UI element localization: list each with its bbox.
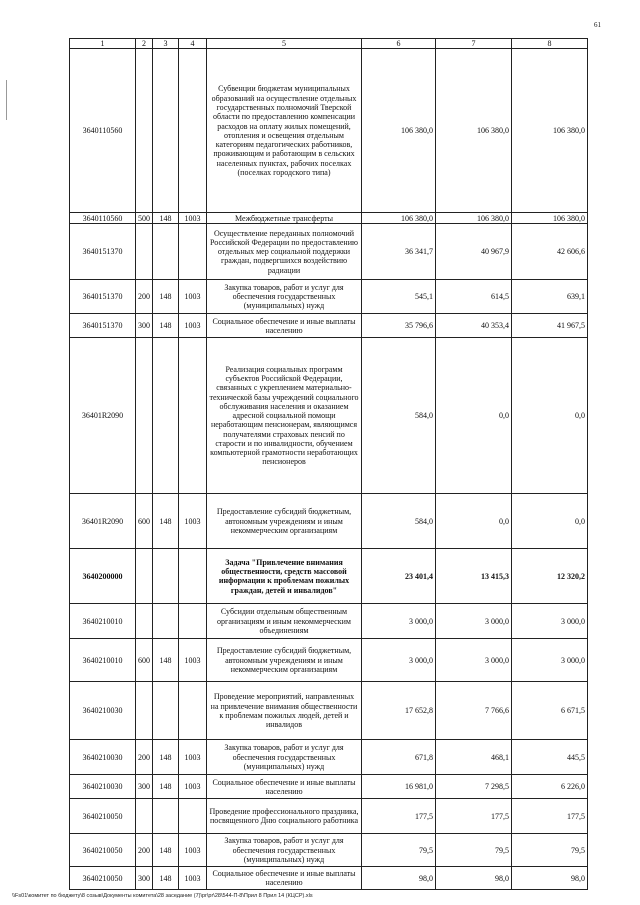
- row-code: 3640151370: [70, 280, 136, 314]
- budget-table: [69, 38, 588, 890]
- row-col3: [153, 604, 179, 639]
- row-name: Субвенции бюджетам муниципальных образований на осуществление отдельных государственных полномочий Тверской области по предоставлению компенсации расходов на оплату жилых помещений, отопления и освещения отдельным категориям педагогических работников, проживающим и работающим в сельских населенных пунктах, рабочих поселках (поселках городского типа): [207, 49, 362, 213]
- row-value-7: 614,5: [436, 280, 512, 314]
- row-col4: 1003: [179, 280, 207, 314]
- row-value-7: 3 000,0: [436, 604, 512, 639]
- table-row: [70, 224, 588, 280]
- row-name: Реализация социальных программ субъектов Российской Федерации, связанных с укреплением материально-технической базы учреждений социального обслуживания населения и оказанием адресной социальной помощи неработающим пенсионерам, являющимся получателями страховых пенсий по старости и по инвалидности, обучением компьютерной грамотности неработающих пенсионеров: [207, 338, 362, 494]
- row-code: 3640210030: [70, 740, 136, 775]
- row-value-7: 40 353,4: [436, 314, 512, 338]
- row-value-7: 13 415,3: [436, 549, 512, 604]
- row-name: Закупка товаров, работ и услуг для обеспечения государственных (муниципальных) нужд: [207, 740, 362, 775]
- row-col4: [179, 799, 207, 834]
- row-value-8: 177,5: [512, 799, 588, 834]
- row-value-6: 17 652,8: [362, 682, 436, 740]
- row-col2: [136, 604, 153, 639]
- row-value-8: 445,5: [512, 740, 588, 775]
- row-code: 3640210050: [70, 834, 136, 867]
- row-name: Межбюджетные трансферты: [207, 213, 362, 224]
- row-col2: 500: [136, 213, 153, 224]
- row-value-6: 584,0: [362, 338, 436, 494]
- table-row: [70, 682, 588, 740]
- row-col4: [179, 338, 207, 494]
- page-number: 61: [594, 21, 601, 29]
- col-header-1: 1: [70, 39, 136, 49]
- row-code: 3640210050: [70, 867, 136, 890]
- table-row: [70, 834, 588, 867]
- row-value-7: 468,1: [436, 740, 512, 775]
- table-row: [70, 604, 588, 639]
- row-name: Предоставление субсидий бюджетным, автономным учреждениям и иным некоммерческим организациям: [207, 639, 362, 682]
- row-name: Проведение профессионального праздника, посвященного Дню социального работника: [207, 799, 362, 834]
- row-col3: [153, 338, 179, 494]
- row-code: 3640210030: [70, 775, 136, 799]
- row-value-8: 79,5: [512, 834, 588, 867]
- row-value-8: 106 380,0: [512, 213, 588, 224]
- row-col3: [153, 224, 179, 280]
- row-col4: 1003: [179, 494, 207, 549]
- row-col3: 148: [153, 834, 179, 867]
- col-header-3: 3: [153, 39, 179, 49]
- row-col2: 600: [136, 494, 153, 549]
- row-value-8: 639,1: [512, 280, 588, 314]
- row-value-6: 584,0: [362, 494, 436, 549]
- row-col2: [136, 338, 153, 494]
- table-row-task: [70, 549, 588, 604]
- row-col3: 148: [153, 314, 179, 338]
- row-col4: 1003: [179, 834, 207, 867]
- row-name: Закупка товаров, работ и услуг для обеспечения государственных (муниципальных) нужд: [207, 280, 362, 314]
- table-row: [70, 639, 588, 682]
- row-code: 3640210050: [70, 799, 136, 834]
- row-code: 3640210030: [70, 682, 136, 740]
- row-col3: [153, 799, 179, 834]
- row-value-7: 98,0: [436, 867, 512, 890]
- row-value-8: 42 606,6: [512, 224, 588, 280]
- row-value-6: 545,1: [362, 280, 436, 314]
- row-col2: [136, 49, 153, 213]
- row-col2: 600: [136, 639, 153, 682]
- row-col3: 148: [153, 740, 179, 775]
- col-header-6: 6: [362, 39, 436, 49]
- row-name: Социальное обеспечение и иные выплаты населению: [207, 867, 362, 890]
- row-col4: 1003: [179, 213, 207, 224]
- col-header-8: 8: [512, 39, 588, 49]
- row-col4: 1003: [179, 740, 207, 775]
- margin-mark: [6, 80, 7, 120]
- row-name: Закупка товаров, работ и услуг для обеспечения государственных (муниципальных) нужд: [207, 834, 362, 867]
- row-value-7: 106 380,0: [436, 49, 512, 213]
- row-value-7: 40 967,9: [436, 224, 512, 280]
- row-value-6: 36 341,7: [362, 224, 436, 280]
- row-name: Социальное обеспечение и иные выплаты населению: [207, 775, 362, 799]
- row-name: Предоставление субсидий бюджетным, автономным учреждениям и иным некоммерческим организациям: [207, 494, 362, 549]
- row-code: 3640200000: [70, 549, 136, 604]
- row-value-6: 106 380,0: [362, 49, 436, 213]
- row-value-6: 79,5: [362, 834, 436, 867]
- row-name: Проведение мероприятий, направленных на привлечение внимания общественности к проблемам пожилых людей, детей и инвалидов: [207, 682, 362, 740]
- table-row: [70, 338, 588, 494]
- row-code: 3640110560: [70, 49, 136, 213]
- row-code: 3640151370: [70, 314, 136, 338]
- row-col2: 200: [136, 834, 153, 867]
- row-col3: [153, 49, 179, 213]
- row-code: 36401R2090: [70, 338, 136, 494]
- row-value-8: 12 320,2: [512, 549, 588, 604]
- row-code: 3640110560: [70, 213, 136, 224]
- table-row: [70, 799, 588, 834]
- col-header-5: 5: [207, 39, 362, 49]
- row-col4: 1003: [179, 314, 207, 338]
- row-name: Социальное обеспечение и иные выплаты населению: [207, 314, 362, 338]
- row-col2: 200: [136, 740, 153, 775]
- row-value-8: 0,0: [512, 494, 588, 549]
- row-value-6: 3 000,0: [362, 639, 436, 682]
- table-row: [70, 49, 588, 213]
- row-col3: [153, 682, 179, 740]
- row-col3: 148: [153, 867, 179, 890]
- row-col2: 200: [136, 280, 153, 314]
- row-code: 3640210010: [70, 639, 136, 682]
- row-value-8: 6 226,0: [512, 775, 588, 799]
- row-col3: 148: [153, 775, 179, 799]
- row-col4: 1003: [179, 639, 207, 682]
- row-col2: [136, 549, 153, 604]
- col-header-4: 4: [179, 39, 207, 49]
- row-col3: [153, 549, 179, 604]
- row-value-6: 177,5: [362, 799, 436, 834]
- row-col2: 300: [136, 775, 153, 799]
- table-row: [70, 494, 588, 549]
- row-value-7: 3 000,0: [436, 639, 512, 682]
- row-value-8: 0,0: [512, 338, 588, 494]
- row-value-6: 3 000,0: [362, 604, 436, 639]
- table-row: [70, 213, 588, 224]
- row-value-7: 7 766,6: [436, 682, 512, 740]
- row-code: 3640210010: [70, 604, 136, 639]
- row-col4: [179, 549, 207, 604]
- row-name: Осуществление переданных полномочий Российской Федерации по предоставлению отдельных мер социальной поддержки граждан, подвергшихся воздействию радиации: [207, 224, 362, 280]
- row-code: 3640151370: [70, 224, 136, 280]
- col-header-7: 7: [436, 39, 512, 49]
- row-value-6: 16 981,0: [362, 775, 436, 799]
- row-value-8: 3 000,0: [512, 604, 588, 639]
- row-col2: [136, 799, 153, 834]
- row-name: Задача "Привлечение внимания общественности, средств массовой информации к проблемам пожилых граждан, детей и инвалидов": [207, 549, 362, 604]
- row-name: Субсидии отдельным общественным организациям и иным некоммерческим объединениям: [207, 604, 362, 639]
- row-value-7: 0,0: [436, 494, 512, 549]
- row-col2: 300: [136, 867, 153, 890]
- row-col4: [179, 224, 207, 280]
- row-value-8: 106 380,0: [512, 49, 588, 213]
- row-value-7: 79,5: [436, 834, 512, 867]
- row-value-8: 3 000,0: [512, 639, 588, 682]
- row-value-6: 23 401,4: [362, 549, 436, 604]
- row-value-7: 7 298,5: [436, 775, 512, 799]
- row-col3: 148: [153, 639, 179, 682]
- row-col4: [179, 604, 207, 639]
- row-col3: 148: [153, 280, 179, 314]
- header-row: [70, 39, 588, 49]
- table-row: [70, 740, 588, 775]
- row-value-8: 6 671,5: [512, 682, 588, 740]
- row-value-6: 106 380,0: [362, 213, 436, 224]
- row-col4: [179, 49, 207, 213]
- row-col2: [136, 682, 153, 740]
- table-row: [70, 280, 588, 314]
- row-code: 36401R2090: [70, 494, 136, 549]
- table-row: [70, 775, 588, 799]
- table-row: [70, 867, 588, 890]
- row-value-8: 41 967,5: [512, 314, 588, 338]
- col-header-2: 2: [136, 39, 153, 49]
- row-col2: 300: [136, 314, 153, 338]
- row-value-6: 35 796,6: [362, 314, 436, 338]
- row-col4: 1003: [179, 867, 207, 890]
- row-col3: 148: [153, 213, 179, 224]
- row-value-6: 671,8: [362, 740, 436, 775]
- row-value-7: 106 380,0: [436, 213, 512, 224]
- row-col2: [136, 224, 153, 280]
- file-path-footer: \\Fs01\комитет по бюджету\8 созыв\Документы комитета\28 заседание (7)\pr\pr\28\544-П-8\Прил 8 Прил 14 (КЦСР).xls: [12, 893, 313, 899]
- row-value-7: 0,0: [436, 338, 512, 494]
- row-col3: 148: [153, 494, 179, 549]
- table-row: [70, 314, 588, 338]
- row-col4: 1003: [179, 775, 207, 799]
- row-value-7: 177,5: [436, 799, 512, 834]
- row-value-8: 98,0: [512, 867, 588, 890]
- row-value-6: 98,0: [362, 867, 436, 890]
- row-col4: [179, 682, 207, 740]
